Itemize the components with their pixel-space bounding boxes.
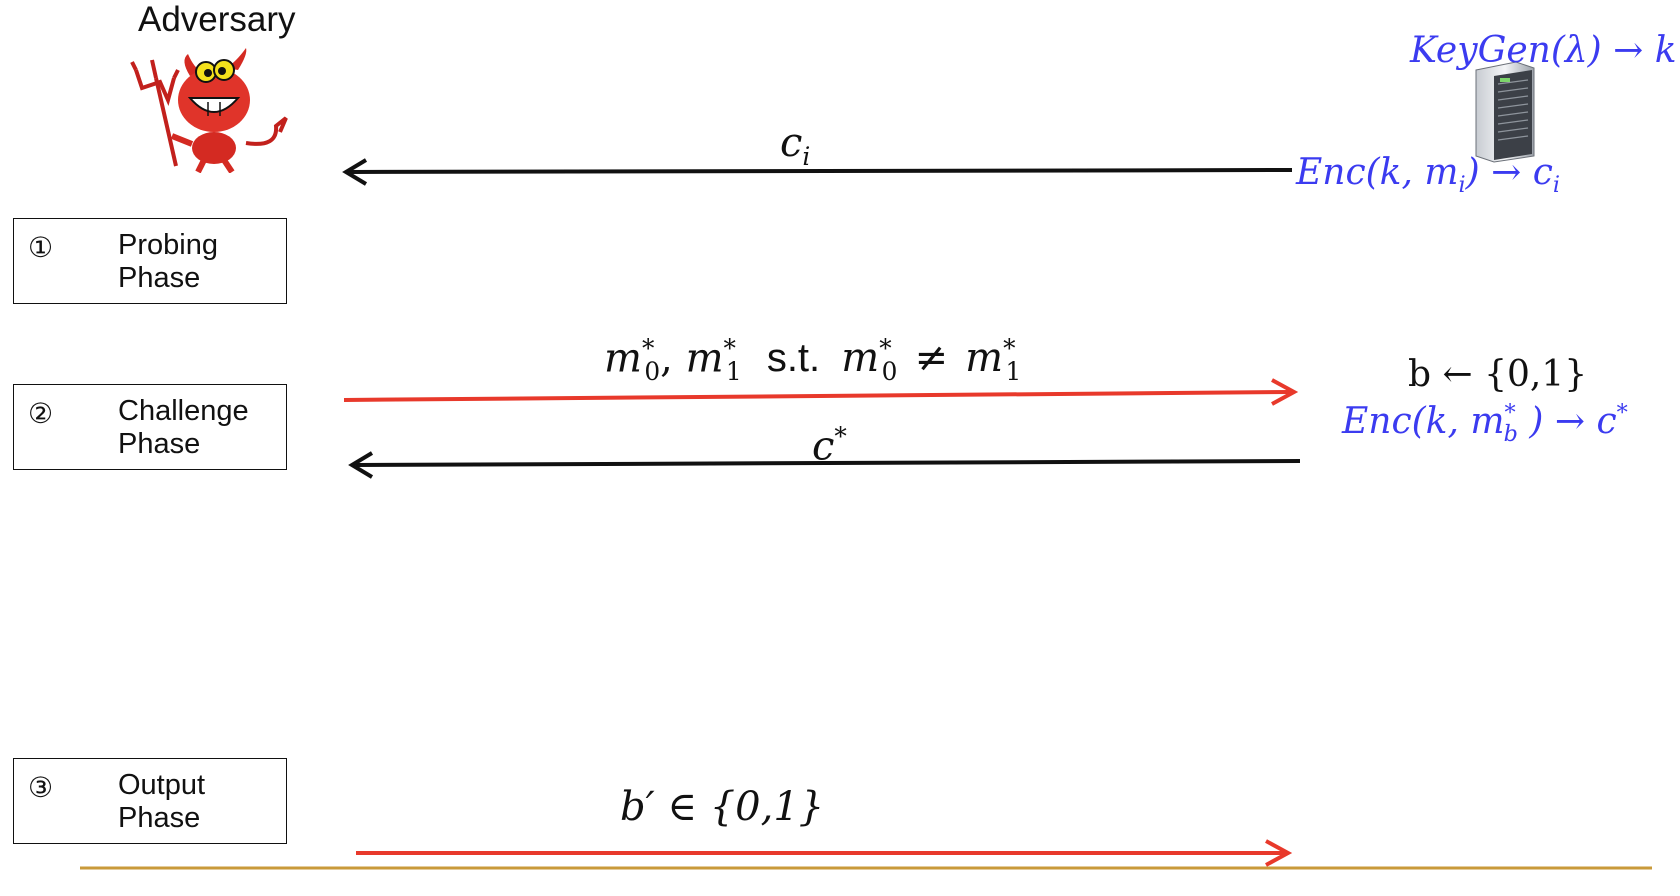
phase-number: ② xyxy=(28,397,54,430)
phase-title: Probing Phase xyxy=(118,229,218,294)
phase-title: Output Phase xyxy=(118,769,206,834)
arrow-challenge-messages xyxy=(344,392,1290,400)
phase-title: Challenge Phase xyxy=(118,395,249,460)
arrow-probe-response xyxy=(350,170,1292,172)
enc-challenge-label: Enc(k, $m^*_b$ ) → c* xyxy=(1342,400,1628,448)
challenge-messages-label: $m^*_0$, $m^*_1$ s.t. $m^*_0 \ne m^*_1$ xyxy=(604,334,1022,387)
output-label: b′ ∈ {0,1} xyxy=(620,784,825,830)
keygen-label: KeyGen(λ) → k xyxy=(1410,30,1677,71)
phase-number: ③ xyxy=(28,771,54,804)
adversary-label: Adversary xyxy=(138,0,296,39)
sample-b-label: b ← {0,1} xyxy=(1408,354,1588,395)
enc-probe-label: Enc(k, $m_i) \to c_i$ xyxy=(1296,152,1561,199)
challenge-response-label: c* xyxy=(812,422,847,470)
phase-number: ① xyxy=(28,231,54,264)
probe-response-label: $c_i$ xyxy=(780,120,811,171)
